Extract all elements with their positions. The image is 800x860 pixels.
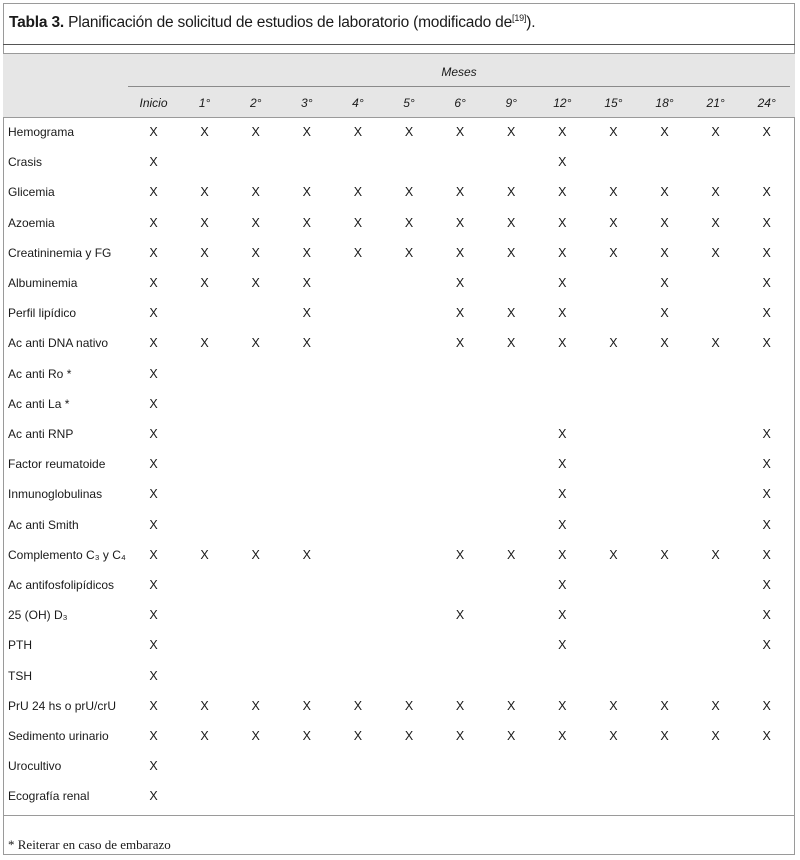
table-row [0,479,800,509]
table-cell: X [149,517,158,532]
row-label: Ac antifosfolipídicos [8,578,115,592]
months-group-underline [128,86,790,87]
table-cell: X [302,547,311,562]
table-cell: X [149,668,158,683]
table-cell: X [404,698,414,713]
row-label: TSH [8,668,32,683]
table-cell: X [455,306,465,321]
table-cell: X [558,155,567,170]
table-cell: X [762,276,771,290]
table-cell: X [353,215,363,230]
table-cell: X [149,547,158,562]
table-cell: X [558,336,567,351]
table-cell: X [609,698,618,713]
table-cell: X [507,215,516,230]
table-cell: X [455,185,465,200]
table-cell: X [149,155,158,170]
table-cell: X [558,427,567,441]
table-cell: X [609,547,618,562]
table-cell: X [507,547,516,562]
table-cell: X [251,245,260,260]
caption-end: ). [526,14,536,31]
table-row [0,751,800,781]
row-label: Crasis [8,155,43,170]
table-cell: X [660,215,669,230]
column-header: 15° [604,96,623,110]
table-cell: X [200,729,209,743]
table-cell: X [455,276,465,290]
table-cell: X [149,306,158,321]
months-group-header: Meses [441,65,477,79]
table-cell: X [302,306,311,321]
column-header: 21° [706,96,725,110]
table-cell: X [149,608,158,623]
table-cell: X [455,608,465,623]
row-label: PrU 24 hs o prU/crU [8,698,117,713]
table-cell: X [455,698,465,713]
row-label: Urocultivo [8,759,62,774]
table-cell: X [149,427,158,441]
table-row [0,449,800,479]
table-cell: X [507,336,516,351]
table-cell: X [609,729,618,743]
table-cell: X [200,276,209,290]
row-label: Factor reumatoide [8,457,106,472]
table-cell: X [762,638,771,653]
table-footnote: * Reiterar en caso de embarazo [8,837,171,852]
column-header: 1° [198,96,211,110]
table-cell: X [711,215,720,230]
table-row [0,389,800,419]
table-cell: X [507,306,516,321]
caption-reference: [19] [512,13,527,23]
table-cell: X [507,125,516,139]
table-cell: X [200,125,209,139]
column-header: 5° [403,96,415,110]
table-cell: X [251,215,260,230]
table-cell: X [455,125,465,139]
table-cell: X [251,276,260,290]
table-row [0,147,800,177]
table-cell: X [149,245,158,260]
table-cell: X [762,215,771,230]
row-label: Complemento C₃ y C₄ [8,547,126,562]
row-label: Hemograma [8,125,75,139]
row-label: Azoemia [8,215,55,230]
table-row [0,570,800,600]
table-cell: X [455,336,465,351]
table-cell: X [353,729,363,743]
column-header: 6° [454,96,466,110]
column-header: 24° [757,96,776,110]
table-cell: X [302,185,311,200]
column-header: 2° [249,96,262,110]
table-cell: X [507,245,516,260]
table-cell: X [149,759,158,774]
caption-text: Planificación de solicitud de estudios de laboratorio (modificado de [68,14,513,31]
table-row [0,238,800,268]
table-cell: X [251,185,260,200]
row-label: 25 (OH) D₃ [8,608,68,623]
table-cell: X [609,336,618,351]
table-row [0,359,800,389]
table-cell: X [404,125,414,139]
caption-label: Tabla 3. [9,14,64,31]
table-cell: X [404,729,414,743]
table-cell: X [609,215,618,230]
table-cell: X [200,215,209,230]
table-cell: X [660,245,669,260]
table-cell: X [609,245,618,260]
table-cell: X [711,698,720,713]
table-cell: X [149,185,158,200]
table-cell: X [762,427,771,441]
table-row [0,540,800,570]
table-cell: X [609,185,618,200]
table-cell: X [558,125,567,139]
table-cell: X [711,185,720,200]
row-label: Ac anti Smith [8,517,79,532]
table-cell: X [558,608,567,623]
table-cell: X [455,729,465,743]
table-cell: X [762,185,771,200]
table-cell: X [711,245,720,260]
table-row [0,328,800,358]
table-cell: X [251,729,260,743]
table-cell: X [149,396,158,411]
table-bottom-divider [3,815,795,816]
table-row [0,208,800,238]
table-cell: X [558,306,567,321]
table-cell: X [302,125,311,139]
row-label: Creatininemia y FG [8,245,112,260]
table-cell: X [711,125,720,139]
column-header: 12° [553,96,572,110]
table-cell: X [149,487,158,502]
table-cell: X [200,336,209,351]
table-cell: X [558,245,567,260]
table-cell: X [660,729,669,743]
column-header: Inicio [139,96,168,110]
table-cell: X [149,125,158,139]
table-cell: X [149,578,158,592]
table-cell: X [762,245,771,260]
header-top-divider [3,53,795,54]
table-row [0,691,800,721]
table-row [0,781,800,811]
table-cell: X [507,729,516,743]
table-cell: X [660,698,669,713]
table-cell: X [404,215,414,230]
table-row [0,419,800,449]
row-label: Ac anti RNP [8,427,74,441]
table-row [0,600,800,630]
table-cell: X [762,517,771,532]
table-cell: X [558,487,567,502]
column-header: 9° [505,96,517,110]
column-header: 3° [301,96,313,110]
table-cell: X [660,336,669,351]
table-row [0,721,800,751]
table-cell: X [149,698,158,713]
table-cell: X [660,306,669,321]
table-row [0,510,800,540]
table-cell: X [762,729,771,743]
table-cell: X [762,698,771,713]
table-cell: X [762,306,771,321]
table-cell: X [762,457,771,472]
table-cell: X [149,276,158,290]
table-cell: X [455,547,465,562]
row-label: Inmunoglobulinas [8,487,103,502]
table-cell: X [302,245,311,260]
table-cell: X [149,336,158,351]
table-cell: X [200,185,209,200]
row-label: Sedimento urinario [8,729,109,743]
table-cell: X [558,457,567,472]
table-cell: X [353,698,363,713]
row-label: Glicemia [8,185,55,200]
table-cell: X [149,215,158,230]
table-cell: X [302,215,311,230]
table-cell: X [251,336,260,351]
row-label: Ac anti La * [8,396,70,411]
table-cell: X [507,185,516,200]
table-cell: X [558,517,567,532]
table-cell: X [149,789,158,804]
row-label: Perfil lipídico [8,306,77,321]
table-cell: X [302,336,311,351]
table-row [0,630,800,660]
table-cell: X [558,698,567,713]
table-cell: X [302,276,311,290]
table-row [0,268,800,298]
table-row [0,177,800,207]
table-caption [9,13,535,32]
table-cell: X [660,125,669,139]
table-cell: X [762,487,771,502]
table-cell: X [353,245,363,260]
table-cell: X [762,125,771,139]
table-cell: X [711,729,720,743]
table-cell: X [302,698,311,713]
table-cell: X [507,698,516,713]
table-cell: X [149,457,158,472]
table-cell: X [660,276,669,290]
table-row [0,298,800,328]
table-cell: X [609,125,618,139]
table-cell: X [558,638,567,653]
table-cell: X [455,215,465,230]
table-cell: X [251,547,260,562]
table-cell: X [558,185,567,200]
table-cell: X [660,185,669,200]
table-cell: X [455,245,465,260]
table-cell: X [660,547,669,562]
table-cell: X [200,547,209,562]
table-cell: X [711,336,720,351]
table-cell: X [251,125,260,139]
column-header: 4° [352,96,364,110]
table-row [0,117,800,147]
table-cell: X [762,608,771,623]
caption-divider [3,44,795,45]
table-cell: X [149,366,158,381]
table-cell: X [558,578,567,592]
table-cell: X [558,215,567,230]
column-header: 18° [655,96,674,110]
table-cell: X [558,729,567,743]
row-label: Albuminemia [8,276,78,290]
table-cell: X [149,638,158,653]
table-row [0,661,800,691]
table-cell: X [711,547,720,562]
row-label: Ac anti Ro * [8,366,72,381]
table-cell: X [558,547,567,562]
table-cell: X [302,729,311,743]
table-cell: X [149,729,158,743]
table-cell: X [762,578,771,592]
table-cell: X [404,245,414,260]
table-cell: X [558,276,567,290]
table-cell: X [353,125,363,139]
table-cell: X [404,185,414,200]
table-cell: X [353,185,363,200]
row-label: PTH [8,638,32,653]
table-cell: X [251,698,260,713]
table-cell: X [200,698,209,713]
table-cell: X [762,547,771,562]
table-cell: X [200,245,209,260]
row-label: Ac anti DNA nativo [8,336,109,351]
row-label: Ecografía renal [8,789,90,804]
table-cell: X [762,336,771,351]
